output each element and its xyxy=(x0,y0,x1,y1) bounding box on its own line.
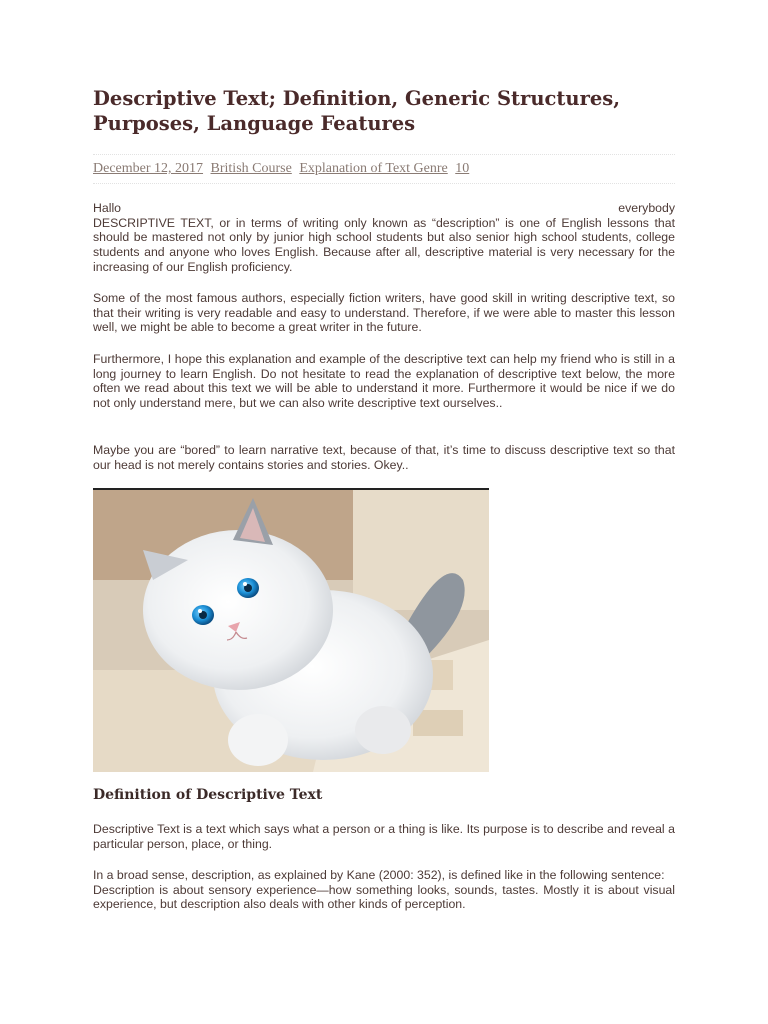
kitten-illustration xyxy=(93,490,489,772)
kitten-photo xyxy=(93,488,489,772)
kane-quote: Description is about sensory experience—how something looks, sounds, tastes. Mostly it is about visual experience, but description also deals with other kinds of perception. xyxy=(93,882,675,912)
paragraph-authors: Some of the most famous authors, especially fiction writers, have good skill in writing descriptive text, so that their writing is very readable and easy to understand. Therefore, if we were able to master this lesson well, we might be able to become a great writer in the future. xyxy=(93,291,675,335)
post-date-link[interactable]: December 12, 2017 xyxy=(93,161,204,176)
post-author-link[interactable]: British Course xyxy=(210,161,292,176)
definition-heading: Definition of Descriptive Text xyxy=(93,787,323,803)
paragraph-definition: Descriptive Text is a text which says what a person or a thing is like. Its purpose is to describe and reveal a particular person, place, or thing. xyxy=(93,822,675,851)
post-meta xyxy=(93,154,675,184)
greeting-hallo: Hallo xyxy=(93,201,122,215)
post-comments-link[interactable]: 10 xyxy=(455,161,470,176)
article-title: Descriptive Text; Definition, Generic Structures, Purposes, Language Features xyxy=(93,87,621,135)
paragraph-kane xyxy=(93,868,675,912)
intro-text: DESCRIPTIVE TEXT, or in terms of writing only known as “description” is one of English lessons that should be mastered not only by junior high school students but also senior high school students, college students and anyone who loves English. Because after all, descriptive material is very necessary for the increasing of our English proficiency. xyxy=(93,215,675,274)
paragraph-furthermore: Furthermore, I hope this explanation and example of the descriptive text can help my friend who is still in a long journey to learn English. Do not hesitate to read the explanation of descriptive text below, the more often we read about this text we will be able to understand it more. Furthermore it would be nice if we do not only understand mere, but we can also write descriptive text ourselves.. xyxy=(93,352,675,411)
paragraph-bored: Maybe you are “bored” to learn narrative text, because of that, it’s time to discuss descriptive text so that our head is not merely contains stories and stories. Okey.. xyxy=(93,443,675,472)
post-category-link[interactable]: Explanation of Text Genre xyxy=(299,161,448,176)
intro-paragraph xyxy=(93,201,675,275)
greeting-everybody: everybody xyxy=(618,201,675,215)
kane-intro: In a broad sense, description, as explained by Kane (2000: 352), is defined like in the following sentence: xyxy=(93,868,665,882)
greeting-line xyxy=(93,201,675,216)
